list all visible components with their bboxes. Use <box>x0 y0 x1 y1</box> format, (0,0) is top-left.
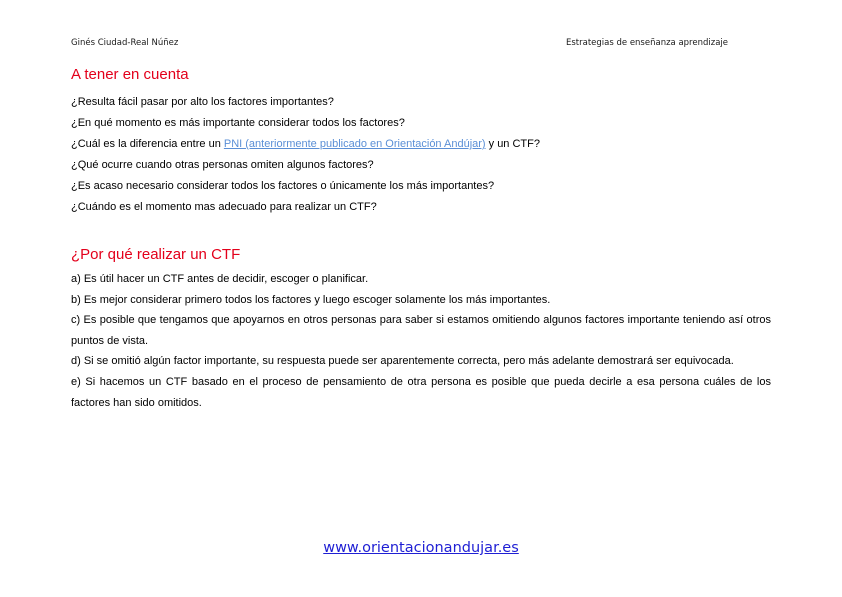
question-item <box>71 134 771 155</box>
section-title-a-tener-en-cuenta: A tener en cuenta <box>71 66 189 83</box>
question-text: ¿Resulta fácil pasar por alto los factores importantes? <box>71 96 334 108</box>
question-list <box>71 92 771 218</box>
reason-list <box>71 269 771 413</box>
question-text: ¿Cuándo es el momento mas adecuado para realizar un CTF? <box>71 201 377 213</box>
question-text-after-link: y un CTF? <box>485 138 540 150</box>
reason-item: b) Es mejor considerar primero todos los factores y luego escoger solamente los más importantes. <box>71 293 551 306</box>
question-item <box>71 197 771 218</box>
reason-item: d) Si se omitió algún factor importante, su respuesta puede ser aparentemente correcta, pero más adelante demostrará ser equivocada. <box>71 355 734 368</box>
question-text: ¿Es acaso necesario considerar todos los factores o únicamente los más importantes? <box>71 180 495 192</box>
question-text-before-link: ¿Cuál es la diferencia entre un <box>71 138 224 150</box>
section-title-por-que-realizar-ctf: ¿Por qué realizar un CTF <box>71 246 241 263</box>
footer-website-link[interactable]: www.orientacionandujar.es <box>323 540 519 556</box>
question-text: ¿En qué momento es más importante considerar todos los factores? <box>71 117 405 129</box>
question-item <box>71 113 771 134</box>
question-text: ¿Qué ocurre cuando otras personas omiten algunos factores? <box>71 159 374 171</box>
reason-item: c) Es posible que tengamos que apoyarnos en otros personas para saber si estamos omitiendo algunos factores importante teniendo así otros puntos de vista. <box>71 314 771 347</box>
header-subject: Estrategias de enseñanza aprendizaje <box>566 38 728 48</box>
header-author: Ginés Ciudad-Real Núñez <box>71 38 179 48</box>
question-item <box>71 176 771 197</box>
pni-link[interactable]: PNI (anteriormente publicado en Orientación Andújar) <box>223 138 486 150</box>
question-item <box>71 155 771 176</box>
reason-item: a) Es útil hacer un CTF antes de decidir, escoger o planificar. <box>71 273 369 285</box>
question-item <box>71 92 771 113</box>
reason-item: e) Si hacemos un CTF basado en el proceso de pensamiento de otra persona es posible que pueda decirle a esa persona cuáles de los factores han sido omitidos. <box>71 375 771 409</box>
